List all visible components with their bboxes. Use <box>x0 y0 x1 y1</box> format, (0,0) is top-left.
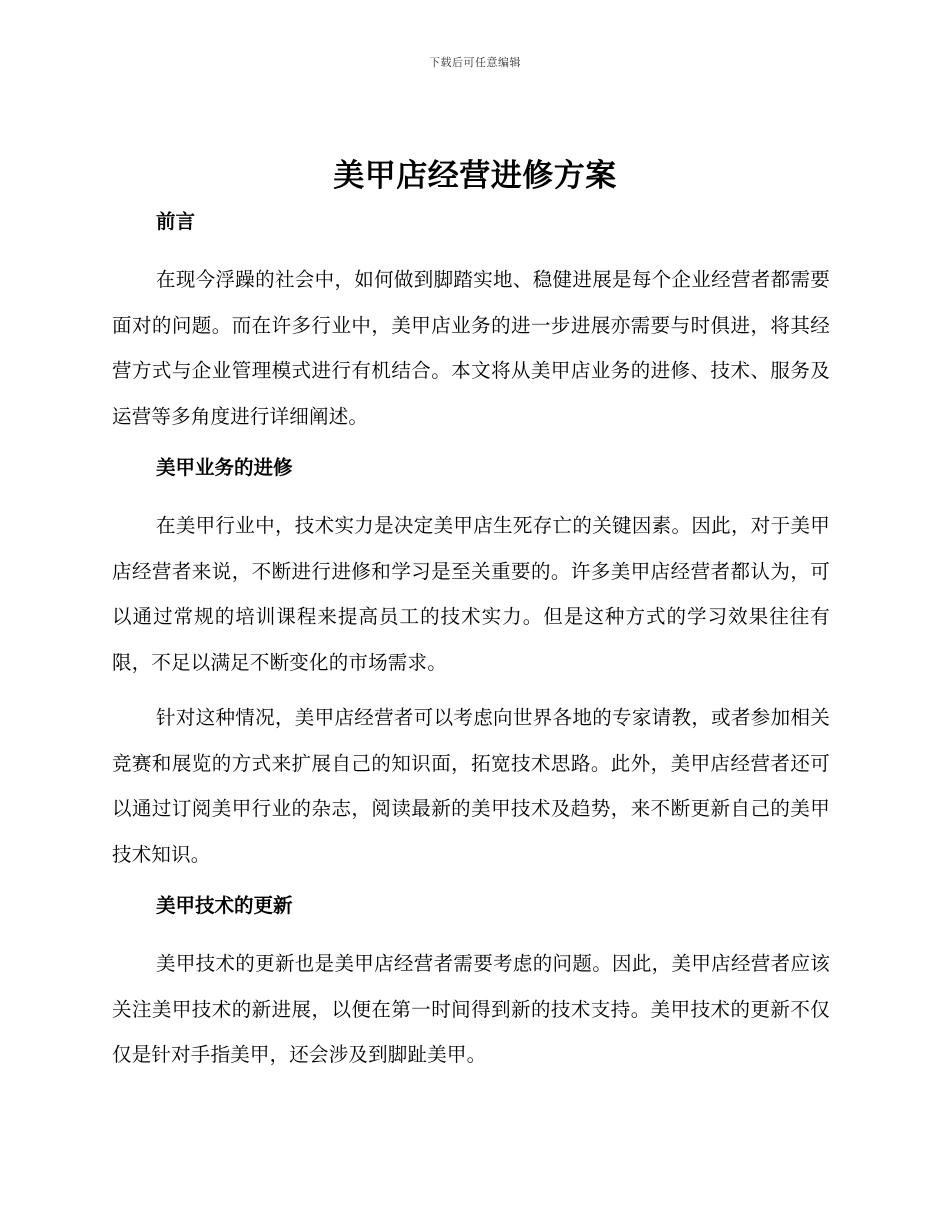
section-heading-business-training: 美甲业务的进修 <box>156 456 293 479</box>
paragraph: 在美甲行业中，技术实力是决定美甲店生死存亡的关键因素。因此，对于美甲店经营者来说，不断进行进修和学习是至关重要的。许多美甲店经营者都认为，可以通过常规的培训课程来提高员工的技术实力。但是这种方式的学习效果往往有限，不足以满足不断变化的市场需求。 <box>112 514 830 674</box>
paragraph: 针对这种情况，美甲店经营者可以考虑向世界各地的专家请教，或者参加相关竞赛和展览的方式来扩展自己的知识面，拓宽技术思路。此外，美甲店经营者还可以通过订阅美甲行业的杂志，阅读最新的美甲技术及趋势，来不断更新自己的美甲技术知识。 <box>112 706 830 866</box>
section-heading-technique-update: 美甲技术的更新 <box>156 894 293 917</box>
section-heading-preface: 前言 <box>156 210 196 233</box>
header-note: 下载后可任意编辑 <box>429 56 521 69</box>
document-body <box>112 203 830 1078</box>
paragraph: 美甲技术的更新也是美甲店经营者需要考虑的问题。因此，美甲店经营者应该关注美甲技术的新进展，以便在第一时间得到新的技术支持。美甲技术的更新不仅仅是针对手指美甲，还会涉及到脚趾美甲。 <box>112 952 830 1066</box>
document-title: 美甲店经营进修方案 <box>333 158 617 194</box>
paragraph: 在现今浮躁的社会中，如何做到脚踏实地、稳健进展是每个企业经营者都需要面对的问题。而在许多行业中，美甲店业务的进一步进展亦需要与时俱进，将其经营方式与企业管理模式进行有机结合。本文将从美甲店业务的进修、技术、服务及运营等多角度进行详细阐述。 <box>112 268 830 428</box>
